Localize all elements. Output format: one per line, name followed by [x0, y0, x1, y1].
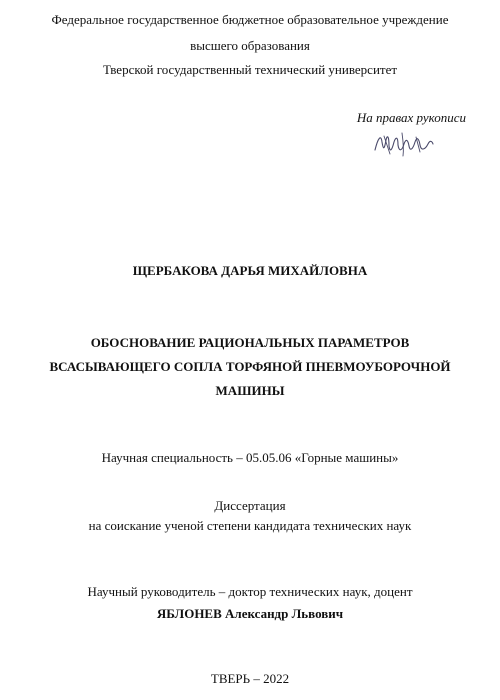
thesis-title-line-1: ОБОСНОВАНИЕ РАЦИОНАЛЬНЫХ ПАРАМЕТРОВ	[90, 335, 410, 350]
scientific-specialty: Научная специальность – 05.05.06 «Горные машины»	[101, 450, 399, 465]
supervisor-name: ЯБЛОНЕВ Александр Львович	[156, 606, 344, 621]
dissertation-label: Диссертация	[214, 498, 286, 513]
author-name: ЩЕРБАКОВА ДАРЬЯ МИХАЙЛОВНА	[132, 263, 368, 278]
degree-description: на соискание ученой степени кандидата технических наук	[88, 518, 412, 533]
thesis-title-line-3: МАШИНЫ	[215, 383, 285, 398]
supervisor-role: Научный руководитель – доктор технических наук, доцент	[87, 584, 413, 599]
institution-line-1: Федеральное государственное бюджетное образовательное учреждение	[51, 12, 449, 27]
manuscript-note: На правах рукописи	[356, 110, 466, 125]
institution-line-2: высшего образования	[190, 38, 310, 53]
handwritten-signature	[372, 128, 436, 160]
institution-line-3: Тверской государственный технический университет	[102, 62, 398, 77]
city-year: ТВЕРЬ – 2022	[210, 671, 290, 686]
thesis-title-line-2: ВСАСЫВАЮЩЕГО СОПЛА ТОРФЯНОЙ ПНЕВМОУБОРОЧНОЙ	[49, 359, 451, 374]
